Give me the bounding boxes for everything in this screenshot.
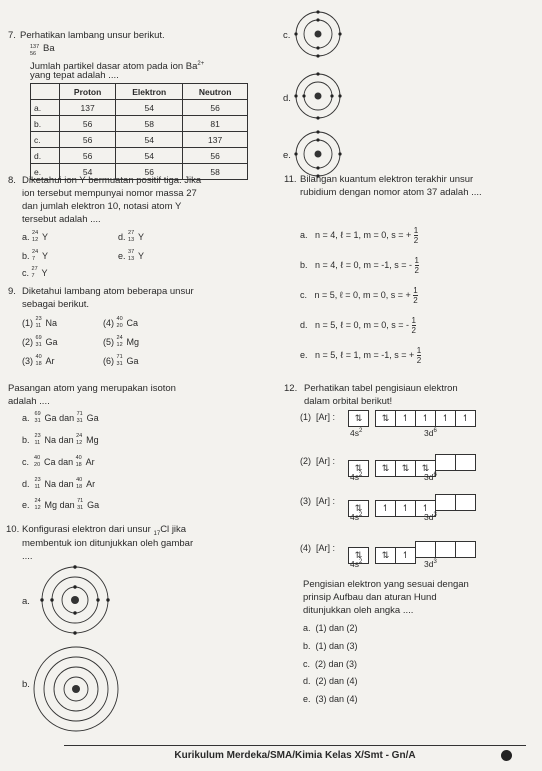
q7-question2: yang tepat adalah .... (30, 70, 119, 81)
atom-diagram-d (293, 70, 343, 122)
q12-row-4: (4) [Ar] : (300, 543, 336, 553)
q12-row-4-d-label: $3d^3$ (424, 559, 437, 569)
q9-item-1: (1) 23 11 Na (22, 316, 58, 329)
q12-row-1-s-label: $4s^2$ (350, 428, 363, 438)
q10-line1: Konfigurasi elektron dari unsur $_{17}$Cl jika (22, 524, 187, 537)
q12-row-3: (3) [Ar] : (300, 496, 336, 506)
q12-row-1-d-label: $3d^6$ (424, 428, 437, 438)
q12-question3: ditunjukkan oleh angka .... (303, 605, 414, 616)
q12-row-2: (2) [Ar] : (300, 456, 336, 466)
q8-line2: ion tersebut mempunyai nomor massa 27 (22, 188, 197, 199)
q12-row-3-boxes: ⇅ ↿ ↿ ↿ (348, 494, 475, 517)
q12-row-2-s-label: $4s^2$ (350, 472, 363, 482)
q11-option-e[interactable]: e. n = 5, ℓ = 1, m = -1, s = + $\frac{1}{2}$ (300, 346, 422, 365)
q12-row-2-d-label: $3d^6$ (424, 472, 437, 482)
q10-atom-label-a: a. (22, 596, 30, 607)
q12-option-a[interactable]: a. (1) dan (2) (303, 623, 358, 633)
q9-line1: Diketahui lambang atom beberapa unsur (22, 286, 194, 297)
q8-option-e[interactable]: e. 37 13 Y (118, 249, 145, 262)
table-row: a. 137 54 56 (31, 100, 248, 116)
q7-atom-label-d: d. (283, 93, 291, 104)
q10-atom-label-b: b. (22, 679, 30, 690)
q11-line1: Bilangan kuantum elektron terakhir unsur (300, 174, 474, 185)
table-row: c. 56 54 137 (31, 132, 248, 148)
q8-line4: tersebut adalah .... (22, 214, 101, 225)
q8-line1: Diketahui ion Y bermuatan positif tiga. Jika (22, 175, 202, 186)
q12-row-4-s-label: $4s^2$ (350, 559, 363, 569)
q12-option-c[interactable]: c. (2) dan (3) (303, 659, 358, 669)
q9-option-e[interactable]: e. 24 12 Mg dan 71 31 Ga (22, 498, 100, 511)
q12-row-1-boxes: ⇅ ⇅ ↿ ↿ ↿ ↿ (348, 410, 475, 427)
q12-option-d[interactable]: d. (2) dan (4) (303, 676, 358, 686)
q11-option-b[interactable]: b. n = 4, ℓ = 0, m = -1, s = - $\frac{1}{2}$ (300, 256, 419, 275)
q9-item-3: (3) 40 18 Ar (22, 354, 55, 367)
q11-line2: rubidium dengan nomor atom 37 adalah .... (300, 187, 482, 198)
q12-option-e[interactable]: e. (3) dan (4) (303, 694, 358, 704)
q12-row-3-d-label: $3d^3$ (424, 512, 437, 522)
table-row: e. 54 56 58 (31, 164, 248, 180)
table-row: d. 56 54 56 (31, 148, 248, 164)
q9-question2: adalah .... (8, 396, 50, 407)
q12-row-4-boxes: ⇅ ⇅ ↿ (348, 541, 475, 564)
q7-number: 7. (8, 30, 16, 41)
q12-option-b[interactable]: b. (1) dan (3) (303, 641, 358, 651)
q9-item-6: (6) 71 31 Ga (103, 354, 139, 367)
atom-diagram-a (32, 563, 118, 635)
q12-question2: prinsip Aufbau dan aturan Hund (303, 592, 437, 603)
q9-question1: Pasangan atom yang merupakan isoton (8, 383, 176, 394)
q11-number: 11. (284, 174, 297, 185)
page-footer (64, 745, 526, 764)
q11-option-a[interactable]: a. n = 4, ℓ = 1, m = 0, s = + $\frac{1}{2}$ (300, 226, 419, 245)
q7-question: Jumlah partikel dasar atom pada ion $Ba^{2+}$ (30, 61, 205, 73)
q7-table: Proton Elektron Neutron a. 137 54 56 b. 56 58 81 c. 56 54 137 d. 56 54 56 e. 54 56 58 (30, 83, 248, 180)
q12-question1: Pengisian elektron yang sesuai dengan (303, 579, 469, 590)
q9-option-b[interactable]: b. 23 11 Na dan 24 12 Mg (22, 433, 99, 446)
q7-text: Perhatikan lambang unsur berikut. (20, 30, 165, 41)
q10-number: 10. (6, 524, 20, 535)
q8-option-a[interactable]: a. 24 12 Y (22, 230, 49, 243)
q8-option-c[interactable]: c. 27 7 Y (22, 266, 48, 279)
q8-number: 8. (8, 175, 16, 186)
table-row: b. 56 58 81 (31, 116, 248, 132)
q9-item-4: (4) 40 20 Ca (103, 316, 139, 329)
q8-option-d[interactable]: d. 27 13 Y (118, 230, 145, 243)
footer-text: Kurikulum Merdeka/SMA/Kimia Kelas X/Smt - Gn/A (174, 750, 416, 761)
q12-row-2-boxes: ⇅ ⇅ ⇅ ⇅ (348, 454, 475, 477)
q9-line2: sebagai berikut. (22, 299, 90, 310)
q7-isotope: 137 56 Ba (30, 43, 55, 57)
q10-line2: membentuk ion ditunjukkan oleh gambar (22, 538, 194, 549)
q12-row-3-s-label: $4s^2$ (350, 512, 363, 522)
q12-number: 12. (284, 383, 298, 394)
q8-option-b[interactable]: b. 24 7 Y (22, 249, 49, 262)
q12-line1: Perhatikan tabel pengisiaun elektron (304, 383, 458, 394)
q12-row-1: (1) [Ar] : (300, 412, 336, 422)
atom-diagram-c (293, 2, 343, 64)
q9-option-a[interactable]: a. 69 31 Ga dan 71 31 Ga (22, 411, 99, 424)
q9-item-2: (2) 69 31 Ga (22, 335, 58, 348)
q11-option-d[interactable]: d. n = 5, ℓ = 0, m = 0, s = - $\frac{1}{2}$ (300, 316, 416, 335)
atom-diagram-b (32, 643, 120, 735)
q10-line3: .... (22, 551, 33, 562)
q7-atom-label-e: e. (283, 150, 291, 161)
atom-diagram-e (293, 128, 343, 180)
q9-number: 9. (8, 286, 16, 297)
q11-option-c[interactable]: c. n = 5, ℓ = 0, m = 0, s = + $\frac{1}{2}$ (300, 286, 418, 305)
bullet-dot-icon (501, 750, 512, 761)
q9-option-d[interactable]: d. 23 11 Na dan 40 18 Ar (22, 477, 96, 490)
q12-line2: dalam orbital berikut! (304, 396, 393, 407)
q9-option-c[interactable]: c. 40 20 Ca dan 40 18 Ar (22, 455, 95, 468)
q7-atom-label-c: c. (283, 30, 291, 41)
q8-line3: dan jumlah elektron 10, notasi atom Y (22, 201, 182, 212)
q9-item-5: (5) 24 12 Mg (103, 335, 140, 348)
